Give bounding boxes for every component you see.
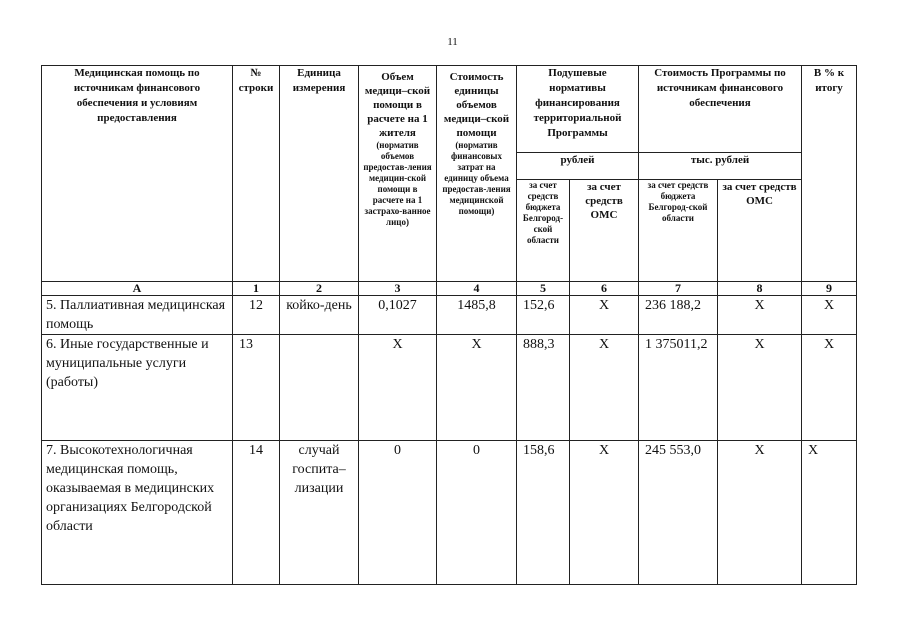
index-cell: 2 [280, 282, 359, 296]
header-unit-cost [437, 66, 517, 282]
row-per-capita-oms: Х [570, 441, 639, 585]
row-cost-oms: Х [718, 296, 802, 335]
row-name: 7. Высокотехнологичная медицинская помощь, оказываемая в медицинских организациях Белгородской области [42, 441, 233, 585]
row-per-capita-oms: Х [570, 296, 639, 335]
header-volume-note: (норматив объемов предостав-ления медицин-ской помощи в расчете на 1 застрахо-ванное лицо) [363, 140, 432, 227]
header-col8-oms: за счет средств ОМС [718, 180, 802, 282]
row-unit [280, 335, 359, 441]
header-line-number: № строки [233, 66, 280, 282]
row-line-number: 13 [233, 335, 280, 441]
row-percent: Х [802, 335, 857, 441]
row-name: 6. Иные государственные и муниципальные услуги (работы) [42, 335, 233, 441]
row-per-capita-budget: 158,6 [517, 441, 570, 585]
row-percent: Х [802, 441, 857, 585]
row-per-capita-budget: 152,6 [517, 296, 570, 335]
index-cell: 3 [359, 282, 437, 296]
header-volume [359, 66, 437, 282]
row-name: 5. Паллиативная медицинская помощь [42, 296, 233, 335]
row-line-number: 12 [233, 296, 280, 335]
header-per-capita-norms: Подушевые нормативы финансирования территориальной Программы [517, 66, 639, 153]
header-col6-oms: за счет средств ОМС [570, 180, 639, 282]
row-unit: койко-день [280, 296, 359, 335]
row-cost-oms: Х [718, 441, 802, 585]
index-cell: А [42, 282, 233, 296]
header-program-cost: Стоимость Программы по источникам финансового обеспечения [639, 66, 802, 153]
index-cell: 5 [517, 282, 570, 296]
header-unit-cost-main: Стоимость единицы объемов медици–ской помощи [443, 71, 510, 139]
financing-table [41, 65, 857, 585]
index-cell: 4 [437, 282, 517, 296]
header-percent: В % к итогу [802, 66, 857, 282]
header-unit: Единица измерения [280, 66, 359, 282]
header-col7-budget: за счет средств бюджета Белгород-ской области [639, 180, 718, 282]
row-volume: 0 [359, 441, 437, 585]
row-unit-cost: Х [437, 335, 517, 441]
header-unit-thousand-rubles: тыс. рублей [639, 153, 802, 180]
table-row [42, 441, 857, 585]
header-unit-cost-note: (норматив финансовых затрат на единицу объема предостав-ления медицинской помощи) [442, 140, 511, 216]
index-cell: 7 [639, 282, 718, 296]
row-volume: Х [359, 335, 437, 441]
row-cost-budget: 236 188,2 [639, 296, 718, 335]
table-row [42, 335, 857, 441]
header-volume-main: Объем медици–ской помощи в расчете на 1 жителя [364, 71, 431, 139]
row-volume: 0,1027 [359, 296, 437, 335]
page-number: 11 [447, 36, 458, 48]
row-line-number: 14 [233, 441, 280, 585]
header-col5-budget: за счет средств бюджета Белгород-ской области [517, 180, 570, 282]
header-medical-care: Медицинская помощь по источникам финансового обеспечения и условиям предоставления [42, 66, 233, 282]
row-cost-budget: 245 553,0 [639, 441, 718, 585]
index-cell: 6 [570, 282, 639, 296]
header-unit-rubles: рублей [517, 153, 639, 180]
row-unit-cost: 0 [437, 441, 517, 585]
row-unit: случай госпита–лизации [280, 441, 359, 585]
index-cell: 9 [802, 282, 857, 296]
column-index-row [42, 282, 857, 296]
index-cell: 8 [718, 282, 802, 296]
row-per-capita-oms: Х [570, 335, 639, 441]
table-row [42, 296, 857, 335]
row-cost-oms: Х [718, 335, 802, 441]
row-percent: Х [802, 296, 857, 335]
row-unit-cost: 1485,8 [437, 296, 517, 335]
row-per-capita-budget: 888,3 [517, 335, 570, 441]
row-cost-budget: 1 375011,2 [639, 335, 718, 441]
index-cell: 1 [233, 282, 280, 296]
